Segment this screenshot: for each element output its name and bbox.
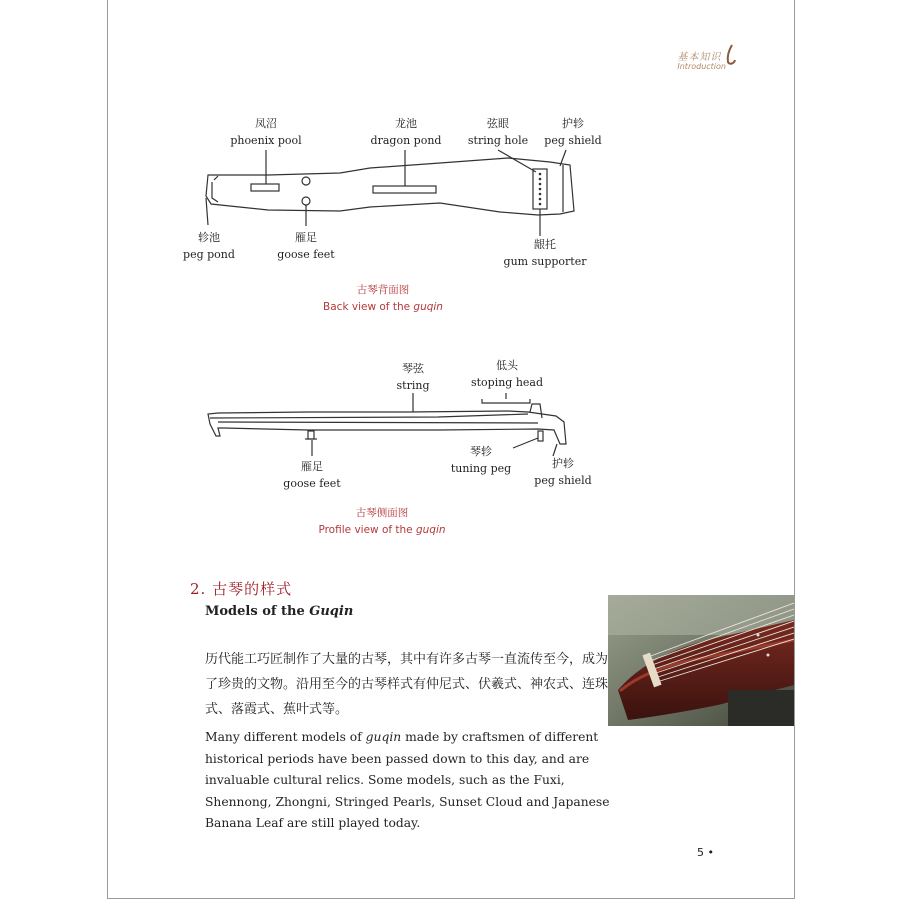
label-dragon-pond: 龙池 dragon pond bbox=[370, 117, 442, 147]
caption-back-view: 古琴背面图 Back view of the guqin bbox=[323, 284, 443, 313]
dragon-pond-shape bbox=[373, 186, 436, 193]
label-tuning-peg: 琴轸 tuning peg bbox=[450, 445, 512, 475]
label-gum-supporter: 龈托 gum supporter bbox=[503, 238, 587, 268]
profile-view-diagram bbox=[208, 393, 566, 456]
goose-foot-circle bbox=[302, 177, 310, 185]
label-stoping-head: 低头 stoping head bbox=[470, 359, 544, 389]
paragraph-en: Many different models of guqin made by craftsmen of different historical periods have been passed down to this day, and are invaluable cultural relics. Some models, such as the Fuxi, Shennong, Zhongni, Stringed Pearls, Sunset Cloud and Japanese Banana Leaf are still played today. bbox=[205, 730, 610, 830]
header-zh: 基本知识 bbox=[677, 52, 722, 63]
header-en: Introduction bbox=[677, 62, 726, 71]
label-peg-shield-back: 护轸 peg shield bbox=[544, 117, 602, 147]
guqin-photo bbox=[608, 595, 794, 726]
label-phoenix-pool: 凤沼 phoenix pool bbox=[230, 117, 302, 147]
section-title-zh: 2. 古琴的样式 bbox=[190, 580, 293, 598]
back-view-diagram bbox=[206, 150, 574, 236]
caption-back-en-italic: guqin bbox=[413, 301, 443, 313]
label-peg-pond: 轸池 peg pond bbox=[183, 231, 235, 261]
tuning-peg-shape bbox=[538, 431, 543, 441]
label-string-hole: 弦眼 string hole bbox=[467, 117, 529, 147]
caption-profile-en-italic: guqin bbox=[415, 524, 446, 536]
caption-profile-view: 古琴侧面图 Profile view of the guqin bbox=[318, 507, 446, 536]
caption-profile-en: Profile view of the bbox=[318, 524, 416, 536]
goose-foot-peg bbox=[308, 431, 314, 439]
goose-foot-circle bbox=[302, 197, 310, 205]
section-title-en: Models of the Guqin bbox=[205, 604, 354, 619]
label-string: 琴弦 string bbox=[396, 362, 430, 392]
phoenix-pool-shape bbox=[251, 184, 279, 191]
label-goose-feet-profile: 雁足 goose feet bbox=[283, 460, 341, 490]
string-hole-dots bbox=[539, 173, 542, 206]
caption-back-en: Back view of the bbox=[323, 301, 414, 313]
paragraph-zh: 历代能工巧匠制作了大量的古琴，其中有许多古琴一直流传至今，成为了珍贵的文物。沿用至今的古琴样式有仲尼式、伏羲式、神农式、连珠式、落霞式、蕉叶式等。 bbox=[205, 652, 609, 717]
label-goose-feet-back: 雁足 goose feet bbox=[277, 231, 335, 261]
profile-view-outline bbox=[208, 411, 566, 444]
label-peg-shield-profile: 护轸 peg shield bbox=[534, 457, 592, 487]
page-number: 5 • bbox=[697, 846, 714, 859]
book-page bbox=[107, 0, 795, 899]
